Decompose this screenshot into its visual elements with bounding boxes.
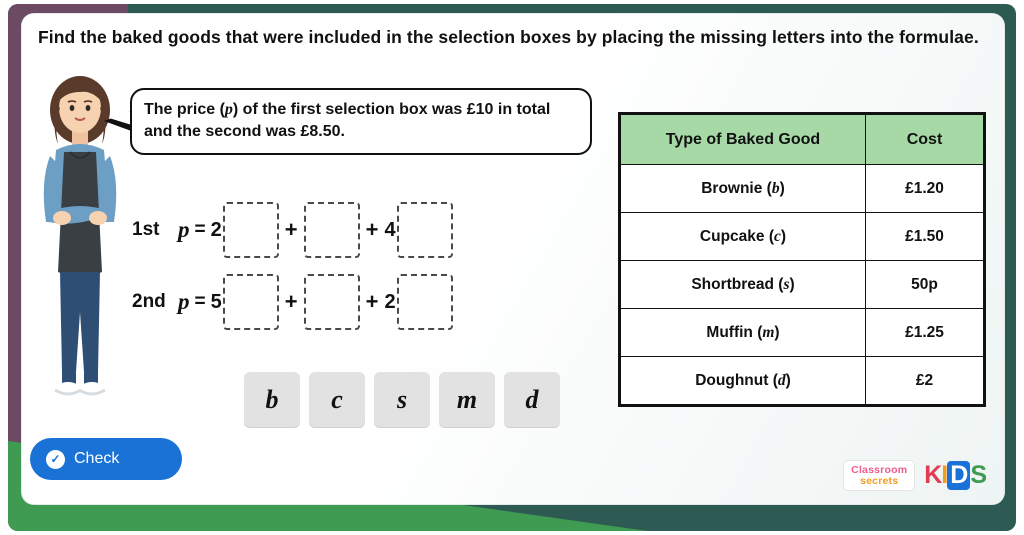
table-cell-cost-doughnut: £2 <box>866 357 984 405</box>
formula-2-coefficient-1: 5 <box>210 290 222 313</box>
speech-text-before: The price ( <box>144 101 225 118</box>
table-row <box>621 357 984 405</box>
formula-2-label: 2nd <box>132 291 166 312</box>
formula-2-dropzone-1[interactable] <box>223 274 279 330</box>
table-cell-name-cupcake: Cupcake (c) <box>621 213 866 261</box>
letter-tile-c[interactable]: c <box>309 372 365 428</box>
check-circle-icon: ✓ <box>46 450 65 469</box>
letter-tile-m[interactable]: m <box>439 372 495 428</box>
kids-logo-s: S <box>970 461 986 489</box>
check-button[interactable] <box>30 438 182 480</box>
kids-logo-d: D <box>947 461 970 490</box>
letter-tile-b[interactable]: b <box>244 372 300 428</box>
letter-tile-tray <box>244 372 560 428</box>
table-row <box>621 309 984 357</box>
formula-2-operator-2: + <box>365 289 379 314</box>
row-name-text: Doughnut <box>695 371 769 389</box>
formula-2-variable: p <box>178 289 190 314</box>
formula-1-variable: p <box>178 217 190 242</box>
formula-1-dropzone-1[interactable] <box>223 202 279 258</box>
branding <box>844 461 986 490</box>
table-row <box>621 261 984 309</box>
table-cell-name-doughnut: Doughnut (d) <box>621 357 866 405</box>
table-header-cost: Cost <box>866 115 984 165</box>
formula-2-dropzone-3[interactable] <box>397 274 453 330</box>
table-cell-name-muffin: Muffin (m) <box>621 309 866 357</box>
row-name-text: Shortbread <box>691 275 774 293</box>
formula-1-operator-1: + <box>284 217 298 242</box>
formula-1-dropzone-2[interactable] <box>304 202 360 258</box>
letter-tile-d[interactable]: d <box>504 372 560 428</box>
classroom-secrets-logo <box>844 461 914 490</box>
kids-logo-i: I <box>941 461 948 489</box>
table-cell-name-shortbread: Shortbread (s) <box>621 261 866 309</box>
row-var-text: c <box>774 227 781 245</box>
table-cell-cost-cupcake: £1.50 <box>866 213 984 261</box>
formula-1-label: 1st <box>132 219 160 240</box>
table-cell-cost-shortbread: 50p <box>866 261 984 309</box>
row-name-text: Brownie <box>701 179 763 197</box>
page-title: Find the baked goods that were included in the selection boxes by placing the missing letters into the formulae. <box>38 27 979 47</box>
formula-1-coefficient-1: 2 <box>210 218 222 241</box>
activity-card <box>22 14 1004 504</box>
speech-text-after: ) of the first selection box was £10 in total and the second was £8.50. <box>144 101 551 141</box>
table-row <box>621 165 984 213</box>
table-header-type: Type of Baked Good <box>621 115 866 165</box>
row-var-text: m <box>762 323 775 341</box>
formula-1-operator-2: + <box>365 217 379 242</box>
formula-2-operator-1: + <box>284 289 298 314</box>
row-name-text: Cupcake <box>699 227 765 245</box>
formula-1-coefficient-3: 4 <box>384 218 396 241</box>
letter-tile-s[interactable]: s <box>374 372 430 428</box>
formula-2-equals: = <box>194 291 206 312</box>
cost-table <box>618 112 986 407</box>
formula-2-coefficient-3: 2 <box>384 290 396 313</box>
kids-logo-k: K <box>924 461 942 489</box>
check-button-label: Check <box>74 450 120 467</box>
speech-bubble <box>130 88 592 155</box>
table-cell-cost-muffin: £1.25 <box>866 309 984 357</box>
table-cell-name-brownie: Brownie (b) <box>621 165 866 213</box>
formula-1-equals: = <box>194 219 206 240</box>
logo-secrets-text: secrets <box>860 474 899 487</box>
row-var-text: b <box>771 179 780 197</box>
formula-2-dropzone-2[interactable] <box>304 274 360 330</box>
logo-classroom-text: Classroom <box>851 464 908 476</box>
formula-row-1 <box>132 202 453 258</box>
row-var-text: s <box>783 275 790 293</box>
table-header-row <box>621 115 984 165</box>
kids-logo <box>924 461 986 490</box>
table-row <box>621 213 984 261</box>
formula-1-dropzone-3[interactable] <box>397 202 453 258</box>
table-cell-cost-brownie: £1.20 <box>866 165 984 213</box>
formula-row-2 <box>132 274 453 330</box>
speech-variable: p <box>224 101 233 118</box>
row-var-text: d <box>777 371 786 389</box>
row-name-text: Muffin <box>706 323 753 341</box>
